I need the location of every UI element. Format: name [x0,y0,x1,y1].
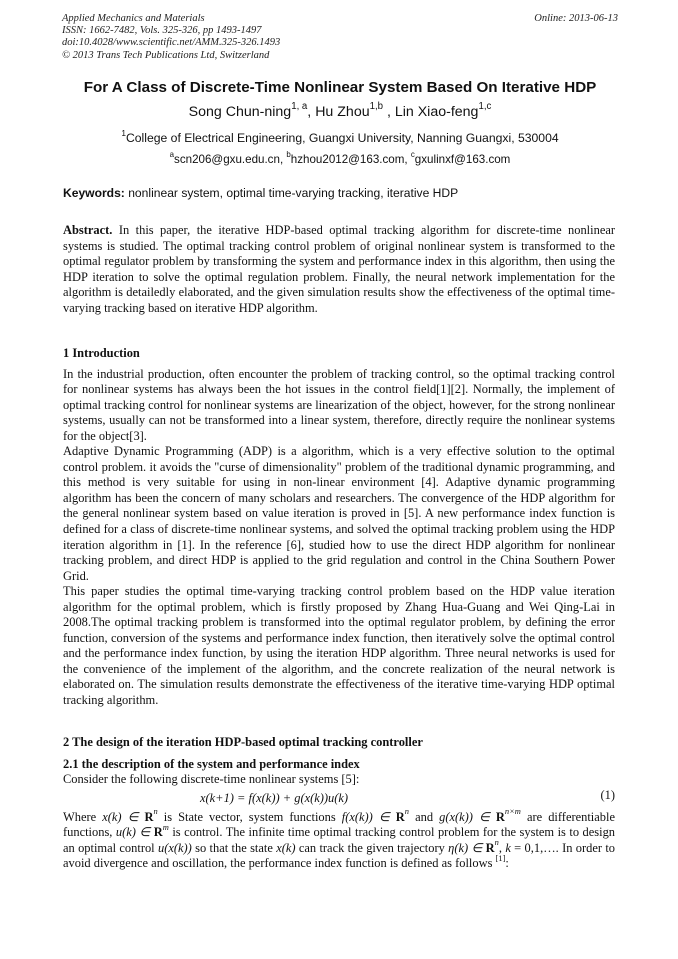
author-list: Song Chun-ning$^{1, a}$, Hu Zhou$^{1,b}$ , Lin Xiao-feng$^{1,c}$ [188,100,492,120]
body-paragraph: This paper studies the optimal time-varying tracking control problem based on the HDP value iteration algorithm for the optimal problem, which is firstly proposed by Zhang Hua-Guang and Wei Qing-Lai in 2008.The optimal tracking problem is transformed into the optimal regulator problem, by defining the error function, conversion of the systems and performance index function, then iteratively solve the optimal control and the performance index function, by using the iteration HDP algorithm. Three neural networks is used for the convenience of the implement of the algorithm, and the concrete realization of the neural network is elaborated on. The simulation results demonstrate the effectiveness of the iterative time-varying HDP optimal tracking algorithm. [63,584,615,708]
keywords [63,186,617,200]
math-run: f(x(k)) ∈ [341,809,396,824]
author-superscript: 1,b [369,100,384,112]
author-superscript: 1, a [291,100,308,112]
email-address: hzhou2012@163.com [290,153,405,166]
paper-title: For A Class of Discrete-Time Nonlinear System Based On Iterative HDP [83,79,597,96]
section-heading: 1 Introduction [63,346,140,360]
math-run: R [485,840,495,855]
online-date: Online: 2013-06-13 [534,13,618,24]
affiliation-text: College of Electrical Engineering, Guangxi University, Nanning Guangxi, 530004 [125,131,559,145]
section-introduction [63,346,615,709]
math-run: g(x(k)) ∈ [439,809,496,824]
math-run: x(k) ∈ [102,809,145,824]
math-run: u(k) ∈ [115,825,154,840]
author-name: Hu Zhou [315,104,370,120]
email-address: gxulinxf@163.com [414,153,511,166]
body-paragraph: Consider the following discrete-time nonlinear systems [5]: [63,772,360,787]
abstract-text: In this paper, the iterative HDP-based optimal tracking algorithm for discrete-time nonlinear systems is studied. The optimal tracking control problem of original nonlinear system is transformed to the optimal regulator problem by transforming the system and performance index in this algorithm, then using the HDP iteration to solve the optimal regulation problem. Finally, the neural network implementation for the algorithm is detailedly elaborated, and the given simulation results show the effectiveness of the optimal time-varying tracking based on iterative HDP algorithm. [63,223,615,315]
equation-number: (1) [600,787,615,802]
math-run: R [144,809,154,824]
journal-header [62,13,618,62]
math-run: R [153,825,163,840]
equation-body: x(k+1) = f(x(k)) + g(x(k))u(k) [200,790,349,805]
section-heading: 2 The design of the iteration HDP-based optimal tracking controller [63,735,423,749]
text-run: so that the state [191,840,277,855]
text-run: can track the given trajectory [295,840,449,855]
equation-1 [63,788,615,810]
copyright-line: © 2013 Trans Tech Publications Ltd, Switzerland [62,49,270,61]
email-superscript: c [410,149,415,159]
abstract [63,223,615,316]
math-superscript: n×m [504,806,521,817]
citation-superscript: [1] [495,852,506,863]
issn-line: ISSN: 1662-7482, Vols. 325-326, pp 1493-1497 [62,25,262,37]
email-address: scn206@gxu.edu.cn [174,153,280,166]
math-superscript: m [162,821,169,832]
math-superscript: n [153,806,158,817]
text-run: = 0,1,…. In order to avoid divergence and oscillation, the performance index function is defined as follows [63,840,616,871]
text-run: are differentiable functions, [63,809,615,840]
journal-name: Applied Mechanics and Materials [62,13,205,24]
author-name: Song Chun-ning [188,104,292,120]
affiliation [40,127,640,145]
subsection-heading: 2.1 the description of the system and performance index [63,756,360,771]
author-superscript: 1,c [478,100,492,112]
affiliation-superscript: 1 [121,127,126,138]
math-run: k [505,840,511,855]
math-run: x(k) [276,840,296,855]
email-superscript: b [286,149,291,159]
math-run: η(k) ∈ [448,840,486,855]
text-run: and [409,809,440,824]
body-paragraph: Adaptive Dynamic Programming (ADP) is a algorithm, which is a very effective solution to the optimal control problem. it avoids the "curse of dimensionality" problem of the traditional dynamic programming, and this method is very suitable for using in non-linear environment [4]. Adaptive dynamic programming algorithm has been the concern of many scholars and researchers. The convergence of the HDP algorithm for the general nonlinear system based on value iteration is proved in [5]. A new performance index function is defined for a class of discrete-time nonlinear systems, and solved the optimal tracking problem using the HDP iteration algorithm in [1]. In the reference [6], studied how to use the direct HDP algorithm for nonlinear tracking problem, and direct HDP is applied to the grid regulation and control in the China Southern Power Grid. [63,444,615,583]
doi-line: doi:10.4028/www.scientific.net/AMM.325-326.1493 [62,37,281,49]
body-paragraph [63,806,616,872]
text-run: Where [63,809,103,824]
math-run: u(x(k)) [157,840,192,855]
text-run: is State vector, system functions [157,809,342,824]
abstract-paragraph [63,223,615,316]
math-superscript: n [494,837,499,848]
math-run: R [395,809,405,824]
email-superscript: a [169,149,175,159]
author-name: Lin Xiao-feng [394,104,479,120]
section-design [63,735,615,872]
math-run: R [495,809,505,824]
math-superscript: n [404,806,410,817]
keywords-text: nonlinear system, optimal time-varying tracking, iterative HDP [128,186,459,200]
body-paragraph: In the industrial production, often encounter the problem of tracking control, so the optimal tracking control for nonlinear systems has always been the hot issues in the control field[1][2]. Normally, the implement of optimal tracking control for nonlinear systems are linearization of the object, however, for the strong nonlinear systems, usually can not be transformed into a linear system, therefore, directly require the nonlinear systems for the object[3]. [63,366,615,443]
keywords-label: Keywords: [63,186,125,200]
text-run: : [505,856,509,871]
text-run: , [498,840,506,855]
abstract-label: Abstract. [63,223,113,237]
text-run: is control. The infinite time optimal tracking control problem for the system is to design an optimal control [63,825,616,855]
email-list: $^a$scn206@gxu.edu.cn, $^b$hzhou2012@163.com, $^c$gxulinxf@163.com [169,149,511,166]
